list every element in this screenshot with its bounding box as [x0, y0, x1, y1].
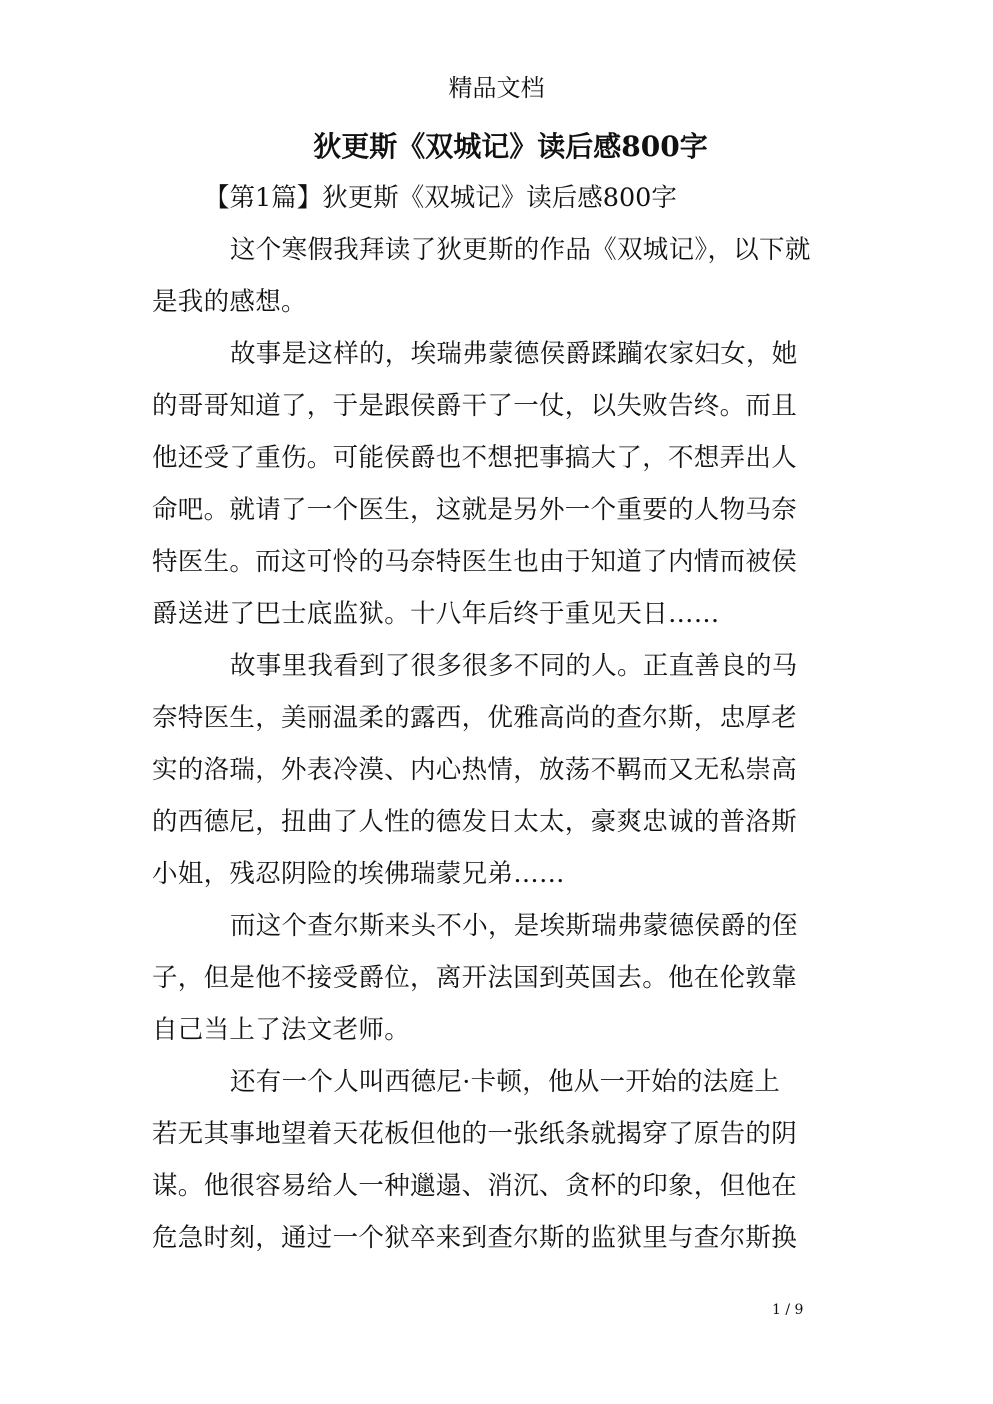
text-line: 故事里我看到了很多很多不同的人。正直善良的马: [230, 651, 798, 681]
text-line: 奈特医生，美丽温柔的露西，优雅高尚的查尔斯，忠厚老: [152, 703, 798, 733]
text-line: 的西德尼，扭曲了人性的德发日太太，豪爽忠诚的普洛斯: [152, 807, 798, 837]
text-line: 实的洛瑞，外表冷漠、内心热情，放荡不羁而又无私崇高: [152, 755, 798, 785]
text-line: 自己当上了法文老师。: [152, 1015, 411, 1045]
page-number: 1 / 9: [772, 1302, 804, 1318]
section-heading: 【第1篇】狄更斯《双城记》读后感800字: [204, 183, 677, 213]
text-line: 是我的感想。: [152, 287, 307, 317]
text-line: 特医生。而这可怜的马奈特医生也由于知道了内情而被侯: [152, 547, 798, 577]
text-line: 的哥哥知道了，于是跟侯爵干了一仗，以失败告终。而且: [152, 391, 798, 421]
text-line: 他还受了重伤。可能侯爵也不想把事搞大了，不想弄出人: [152, 443, 798, 473]
text-line: 谋。他很容易给人一种邋遢、消沉、贪杯的印象，但他在: [152, 1171, 798, 1201]
text-line: 而这个查尔斯来头不小，是埃斯瑞弗蒙德侯爵的侄: [230, 911, 798, 941]
document-title: 狄更斯《双城记》读后感800字: [313, 130, 708, 163]
text-line: 危急时刻，通过一个狱卒来到查尔斯的监狱里与查尔斯换: [152, 1223, 798, 1253]
text-line: 爵送进了巴士底监狱。十八年后终于重见天日……: [152, 599, 720, 629]
text-line: 这个寒假我拜读了狄更斯的作品《双城记》，以下就: [230, 235, 811, 265]
text-line: 命吧。就请了一个医生，这就是另外一个重要的人物马奈: [152, 495, 798, 525]
text-line: 若无其事地望着天花板但他的一张纸条就揭穿了原告的阴: [152, 1119, 798, 1149]
text-line: 故事是这样的，埃瑞弗蒙德侯爵蹂躏农家妇女，她: [230, 339, 798, 369]
text-line: 小姐，残忍阴险的埃佛瑞蒙兄弟……: [152, 859, 565, 889]
text-line: 子，但是他不接受爵位，离开法国到英国去。他在伦敦靠: [152, 963, 798, 993]
text-line: 还有一个人叫西德尼·卡顿，他从一开始的法庭上: [230, 1067, 781, 1097]
page-header: 精品文档: [448, 74, 545, 102]
